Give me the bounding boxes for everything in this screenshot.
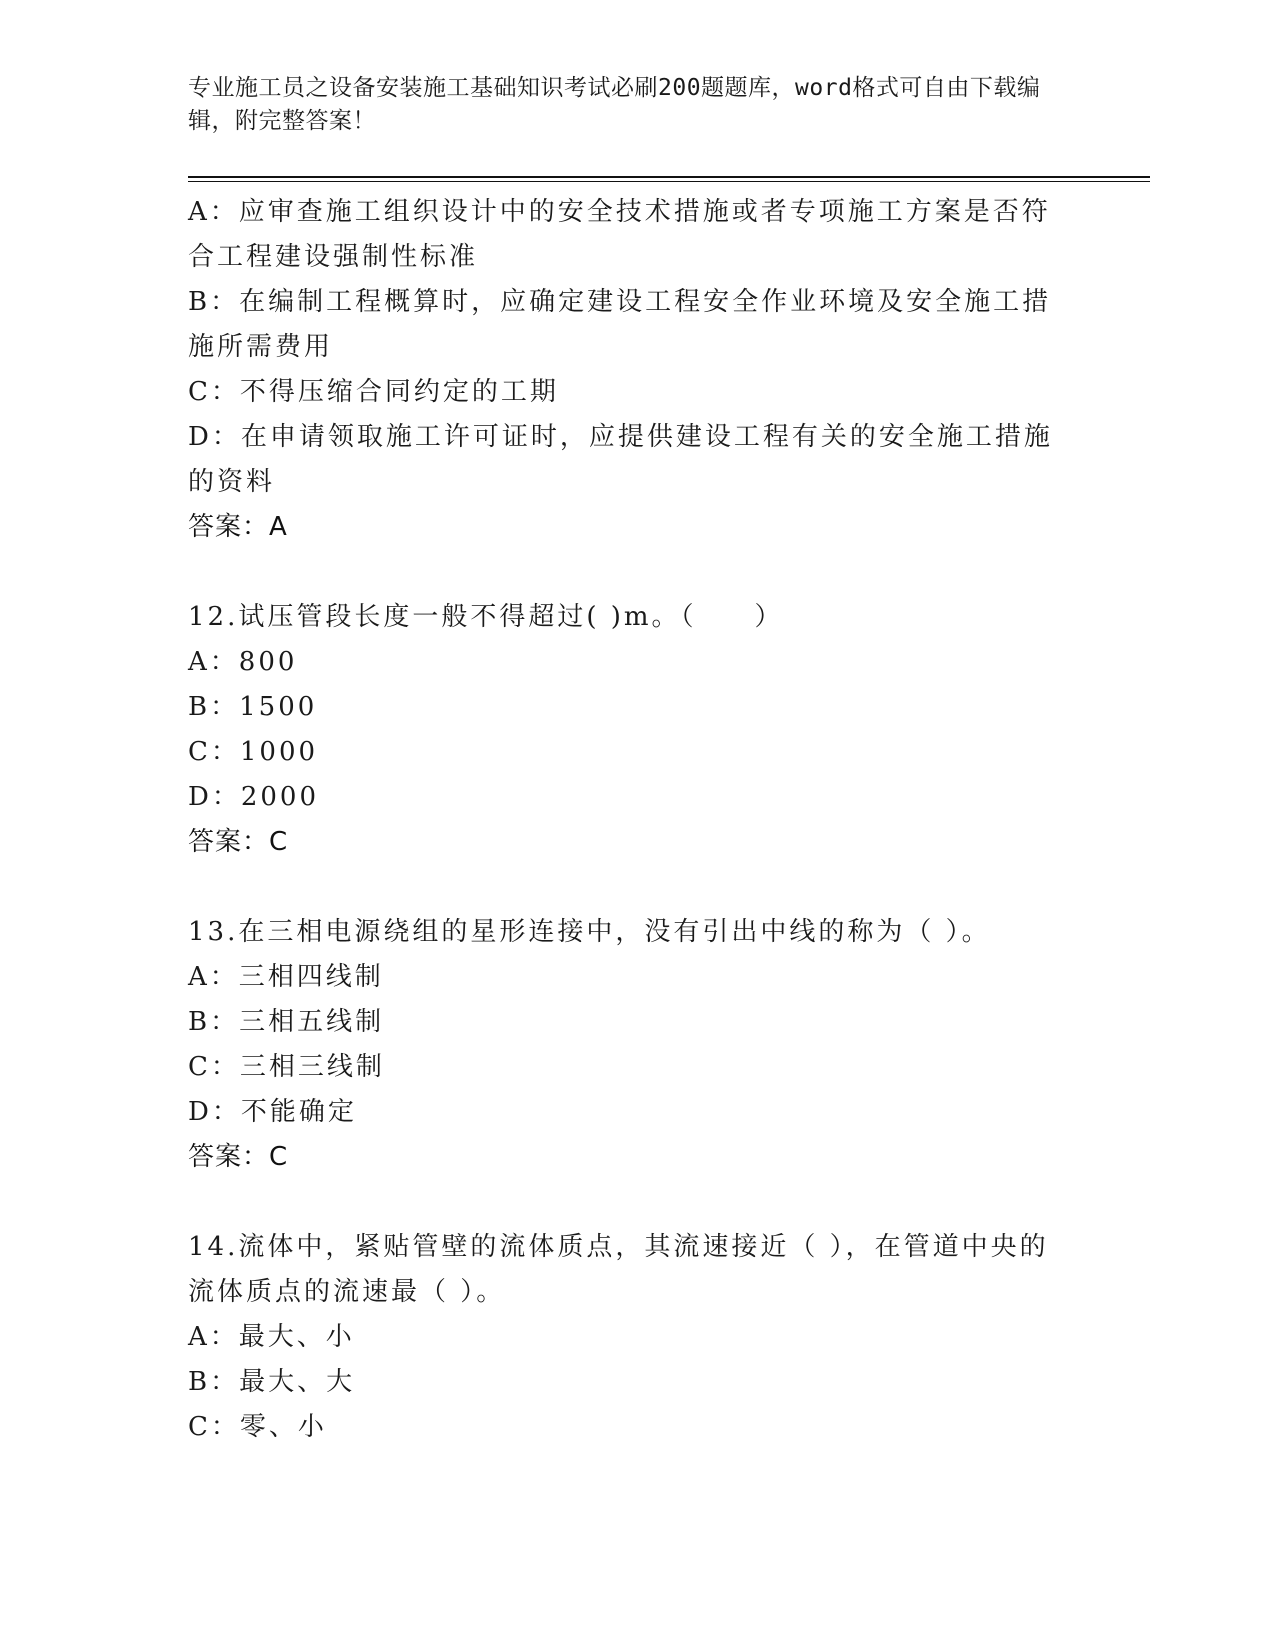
question-11-block [188, 190, 1068, 550]
option-c: C：三相三线制 [188, 1052, 385, 1082]
option-a: A：800 [188, 647, 298, 677]
header-divider-thin [188, 181, 1150, 182]
spacer [188, 550, 1068, 595]
option-b: B：最大、大 [188, 1367, 356, 1397]
option-a: A：最大、小 [188, 1322, 355, 1352]
header-divider-thick [188, 176, 1150, 178]
question-stem: 14.流体中，紧贴管壁的流体质点，其流速接近（ ），在管道中央的流体质点的流速最（ ）。 [188, 1232, 1049, 1307]
document-header-title: 专业施工员之设备安装施工基础知识考试必刷200题题库，word格式可自由下载编辑，附完整答案！ [188, 75, 1041, 134]
spacer [188, 1180, 1068, 1225]
question-stem: 13.在三相电源绕组的星形连接中，没有引出中线的称为（ ）。 [188, 917, 991, 947]
option-b: B：在编制工程概算时，应确定建设工程安全作业环境及安全施工措施所需费用 [188, 287, 1052, 362]
question-12-block [188, 595, 1068, 865]
question-14-block [188, 1225, 1068, 1450]
option-b: B：1500 [188, 692, 318, 722]
spacer [188, 865, 1068, 910]
question-stem: 12.试压管段长度一般不得超过( )m。（ ） [188, 602, 784, 632]
option-d: D：2000 [188, 782, 320, 812]
option-d: D：在申请领取施工许可证时，应提供建设工程有关的安全施工措施的资料 [188, 422, 1053, 497]
option-d: D：不能确定 [188, 1097, 357, 1127]
answer-label: 答案：C [188, 827, 289, 857]
option-a: A：应审查施工组织设计中的安全技术措施或者专项施工方案是否符合工程建设强制性标准 [188, 197, 1051, 272]
option-c: C：不得压缩合同约定的工期 [188, 377, 559, 407]
option-a: A：三相四线制 [188, 962, 384, 992]
question-13-block [188, 910, 1068, 1180]
option-c: C：1000 [188, 737, 319, 767]
answer-label: 答案：C [188, 1142, 289, 1172]
option-b: B：三相五线制 [188, 1007, 385, 1037]
answer-label: 答案：A [188, 512, 288, 542]
option-c: C：零、小 [188, 1412, 327, 1442]
question-content [188, 190, 1068, 1450]
